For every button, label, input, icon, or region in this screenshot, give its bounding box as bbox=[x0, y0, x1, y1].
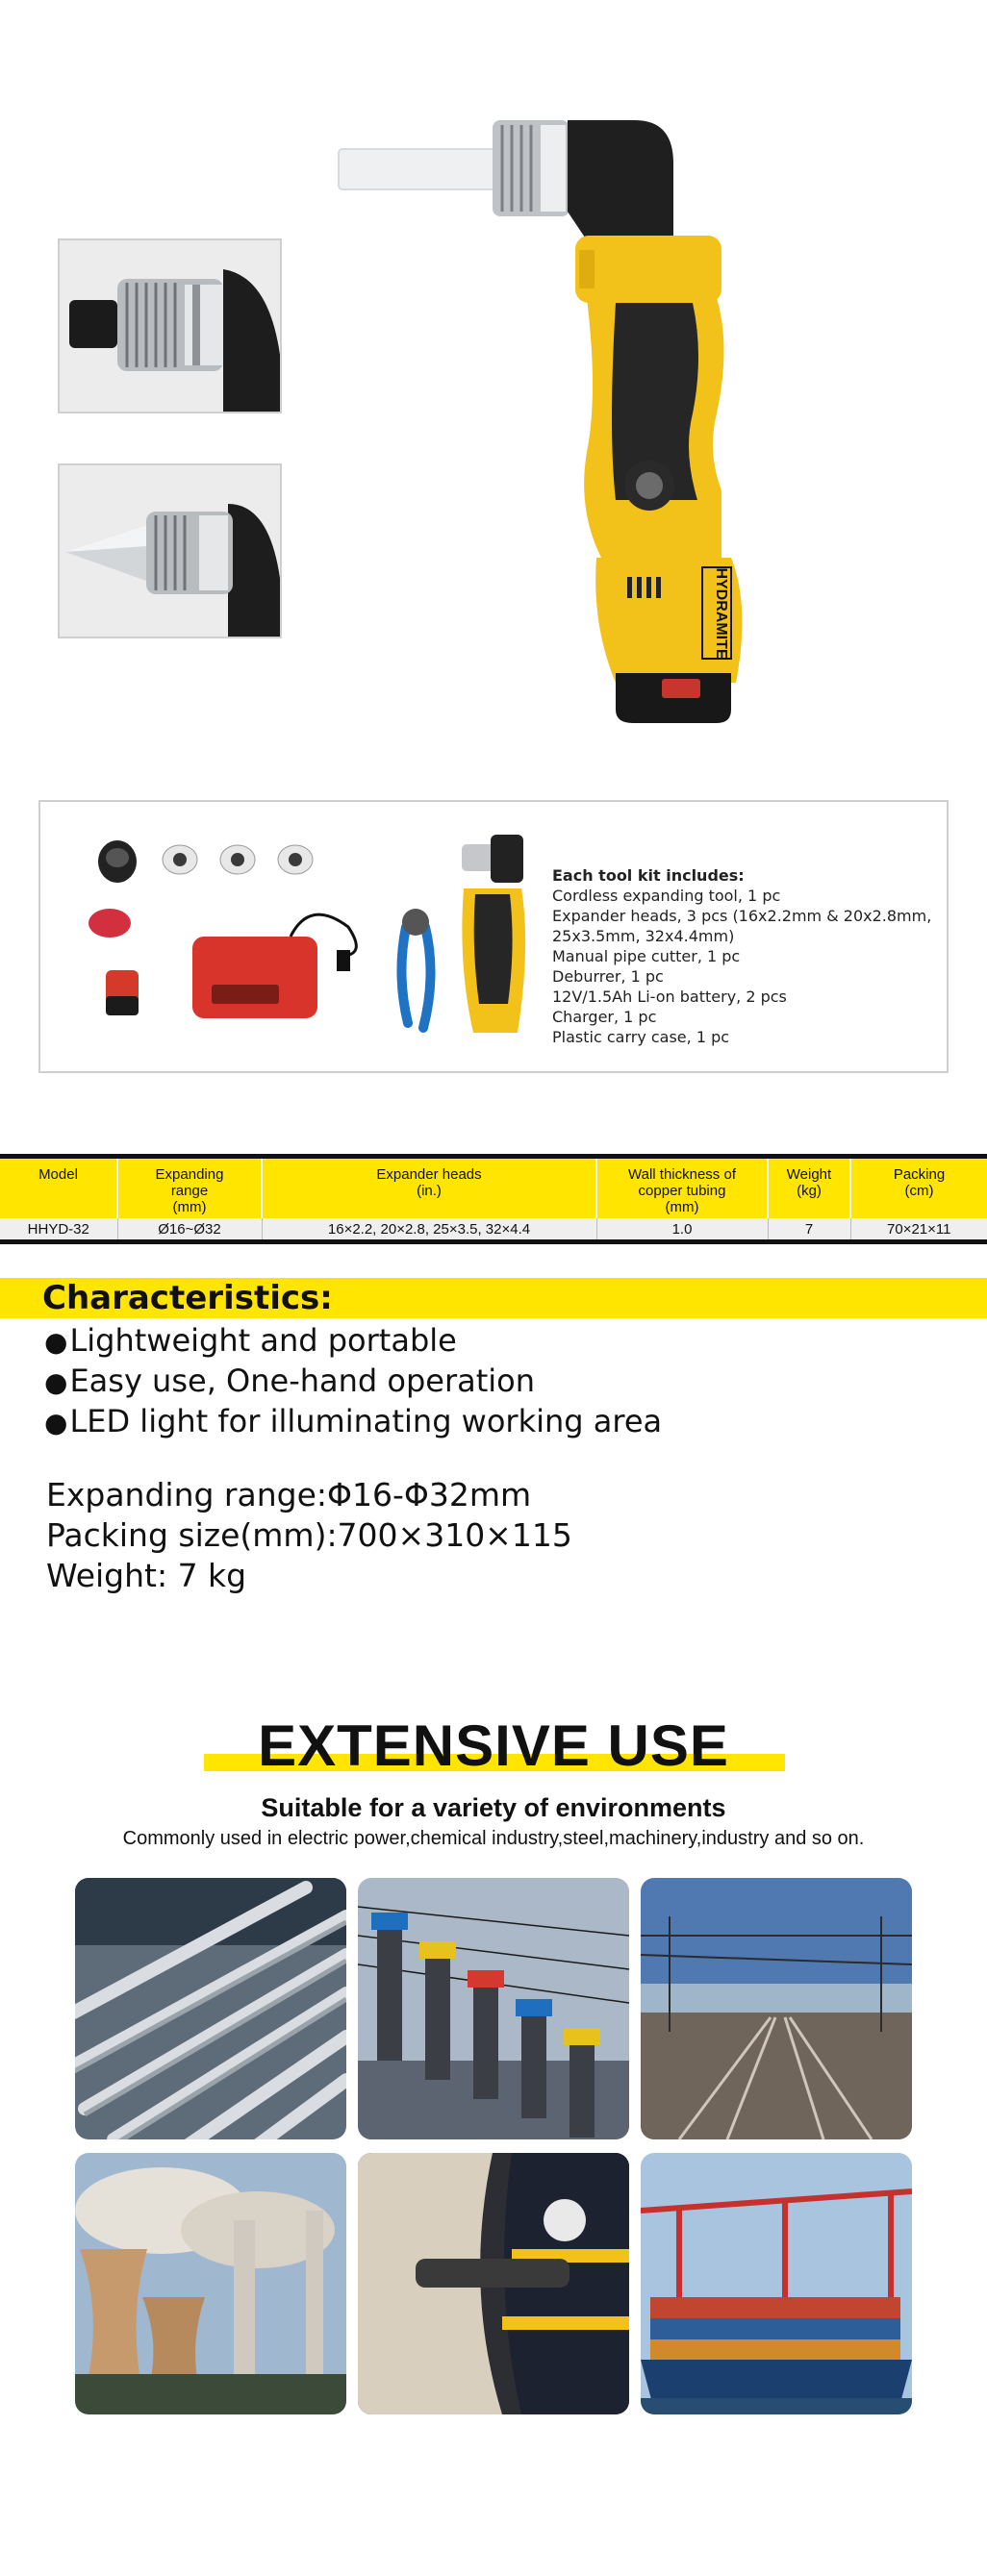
spec-packing-size: Packing size(mm):700×310×115 bbox=[46, 1516, 572, 1554]
kit-list-title: Each tool kit includes: bbox=[552, 866, 745, 885]
kit-item: Cordless expanding tool, 1 pc bbox=[552, 887, 781, 905]
list-item: ● Easy use, One-hand operation bbox=[44, 1362, 662, 1402]
kit-contents-image bbox=[60, 831, 560, 1062]
col-header-weight: Weight (kg) bbox=[768, 1159, 850, 1218]
expander-head-thumbnail[interactable] bbox=[58, 238, 282, 413]
cell-model: HHYD-32 bbox=[0, 1218, 117, 1239]
spec-weight: Weight: 7 kg bbox=[46, 1557, 247, 1594]
expanding-tool-image bbox=[327, 106, 770, 731]
characteristics-list bbox=[44, 1321, 662, 1442]
extensive-use-title: EXTENSIVE USE bbox=[258, 1713, 729, 1778]
charger-icon bbox=[192, 914, 356, 1018]
photo-power-insulators bbox=[358, 1878, 629, 2139]
cell-expander-heads: 16×2.2, 20×2.8, 25×3.5, 32×4.4 bbox=[262, 1218, 596, 1239]
table-row bbox=[0, 1218, 987, 1239]
spec-table bbox=[0, 1154, 987, 1244]
kit-item: Expander heads, 3 pcs (16x2.2mm & 20x2.8mm, bbox=[552, 907, 932, 925]
photo-container-port bbox=[641, 2153, 912, 2414]
list-item: ● Lightweight and portable bbox=[44, 1321, 662, 1362]
cell-weight: 7 bbox=[768, 1218, 850, 1239]
kit-item: Plastic carry case, 1 pc bbox=[552, 1028, 730, 1046]
hero-section bbox=[0, 0, 987, 769]
kit-item: 25x3.5mm, 32x4.4mm) bbox=[552, 927, 735, 945]
deburrer-icon bbox=[89, 909, 131, 938]
spec-table-header bbox=[0, 1159, 987, 1218]
pipe-cutter-icon bbox=[401, 909, 430, 1028]
kit-item: Manual pipe cutter, 1 pc bbox=[552, 947, 741, 965]
col-header-packing: Packing (cm) bbox=[893, 1166, 946, 1199]
extensive-use-subtitle: Suitable for a variety of environments bbox=[261, 1793, 726, 1822]
cone-mandrel-icon bbox=[60, 465, 282, 638]
photo-cooling-towers bbox=[75, 2153, 346, 2414]
kit-contents-panel bbox=[38, 800, 949, 1073]
list-item: ● LED light for illuminating working area bbox=[44, 1402, 662, 1442]
expander-head-icon bbox=[60, 240, 282, 413]
cone-mandrel-thumbnail[interactable] bbox=[58, 463, 282, 638]
tool-brand-label: HYDRAMITE bbox=[713, 567, 729, 660]
expander-heads-icon bbox=[98, 840, 313, 883]
spec-expanding-range: Expanding range:Φ16-Φ32mm bbox=[46, 1476, 532, 1513]
photo-railway-tracks bbox=[641, 1878, 912, 2139]
cell-wall-thickness: 1.0 bbox=[596, 1218, 768, 1239]
col-header-wall-thickness: Wall thickness of copper tubing (mm) bbox=[596, 1159, 768, 1218]
characteristics-title: Characteristics: bbox=[42, 1279, 333, 1317]
expanding-tool-small-icon bbox=[462, 835, 525, 1033]
kit-contents-list bbox=[552, 865, 937, 1047]
col-header-expanding-range: Expanding range (mm) bbox=[117, 1159, 262, 1218]
cell-expanding-range: Ø16~Ø32 bbox=[117, 1218, 262, 1239]
kit-item: Deburrer, 1 pc bbox=[552, 967, 664, 986]
key-specs bbox=[46, 1475, 572, 1596]
cell-packing: 70×21×11 bbox=[887, 1220, 951, 1238]
photo-steel-pipes bbox=[75, 1878, 346, 2139]
extensive-use-description: Commonly used in electric power,chemical industry,steel,machinery,industry and so on. bbox=[122, 1828, 865, 1849]
photo-industrial-worker bbox=[358, 2153, 629, 2414]
battery-icon bbox=[106, 970, 139, 1015]
col-header-model: Model bbox=[0, 1159, 117, 1218]
kit-item: 12V/1.5Ah Li-on battery, 2 pcs bbox=[552, 988, 787, 1006]
col-header-expander-heads: Expander heads (in.) bbox=[262, 1159, 596, 1218]
kit-item: Charger, 1 pc bbox=[552, 1008, 657, 1026]
